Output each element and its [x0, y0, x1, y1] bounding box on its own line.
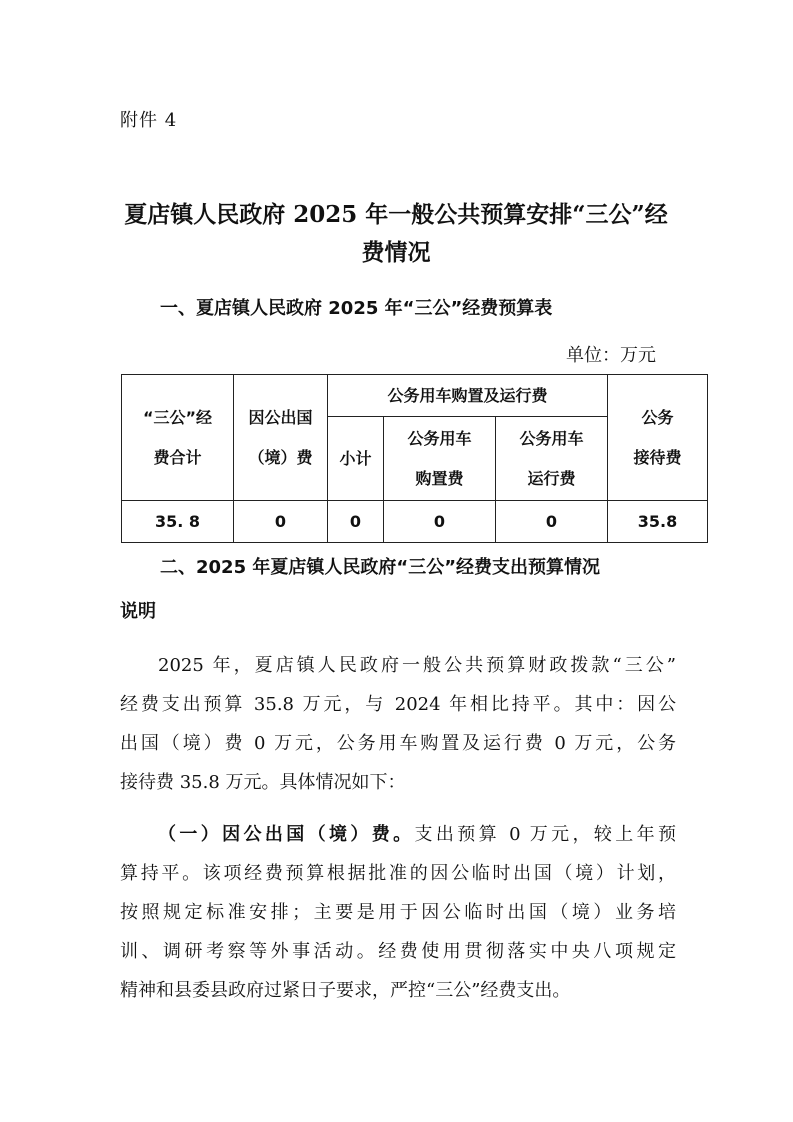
abroad-fees-lead: （一）因公出国（境）费。	[158, 824, 415, 845]
paragraph-line: 按照规定标准安排；主要是用于因公临时出国（境）业务培	[120, 902, 676, 923]
paragraph-summary	[120, 646, 676, 802]
header-purchase-line1: 公务用车	[407, 428, 472, 448]
header-total-line1: “三公”经	[142, 407, 213, 427]
cell-subtotal: 0	[328, 501, 384, 543]
paragraph-line: 接待费 35.8 万元。具体情况如下：	[120, 772, 406, 793]
title-line-2: 费情况	[361, 239, 431, 266]
header-operation-line1: 公务用车	[519, 428, 584, 448]
paragraph-line: 2025 年，夏店镇人民政府一般公共预算财政拨款“三公”	[158, 655, 676, 676]
paragraph-abroad-fees	[120, 815, 676, 1010]
paragraph-line: 算持平。该项经费预算根据批准的因公临时出国（境）计划，	[120, 863, 676, 884]
header-reception	[608, 375, 708, 501]
paragraph-line: 精神和县委县政府过紧日子要求，严控“三公”经费支出。	[120, 980, 571, 1001]
header-reception-line1: 公务	[641, 407, 674, 427]
header-reception-line2: 接待费	[633, 447, 682, 467]
header-operation	[496, 417, 608, 501]
section1-heading: 一、夏店镇人民政府 2025 年“三公”经费预算表	[160, 298, 553, 319]
title-line-1: 夏店镇人民政府 2025 年一般公共预算安排“三公”经	[124, 201, 668, 228]
cell-purchase: 0	[384, 501, 496, 543]
cell-operation: 0	[496, 501, 608, 543]
header-purchase	[384, 417, 496, 501]
cell-reception: 35.8	[608, 501, 708, 543]
header-purchase-line2: 购置费	[415, 468, 464, 488]
paragraph-line	[120, 815, 676, 854]
header-subtotal: 小计	[328, 417, 384, 501]
abroad-fees-line1-rest: 支出预算 0 万元，较上年预	[414, 824, 676, 845]
paragraph-line: 出国（境）费 0 万元，公务用车购置及运行费 0 万元，公务	[120, 733, 676, 754]
section2-heading-line2: 说明	[120, 601, 156, 622]
document-title	[96, 196, 696, 272]
header-abroad-line2: （境）费	[248, 447, 313, 467]
unit-label: 单位：万元	[566, 345, 656, 366]
header-total	[122, 375, 234, 501]
header-abroad	[234, 375, 328, 501]
attachment-label: 附件 4	[120, 110, 178, 131]
header-total-line2: 费合计	[153, 447, 202, 467]
paragraph-line: 训、调研考察等外事活动。经费使用贯彻落实中央八项规定	[120, 941, 676, 962]
header-abroad-line1: 因公出国	[248, 407, 313, 427]
cell-total: 35. 8	[122, 501, 234, 543]
section2-heading-line1: 二、2025 年夏店镇人民政府“三公”经费支出预算情况	[160, 557, 601, 578]
header-vehicle-group: 公务用车购置及运行费	[328, 375, 608, 417]
budget-table	[121, 374, 708, 543]
paragraph-line: 经费支出预算 35.8 万元，与 2024 年相比持平。其中：因公	[120, 694, 676, 715]
cell-abroad: 0	[234, 501, 328, 543]
header-operation-line2: 运行费	[527, 468, 576, 488]
